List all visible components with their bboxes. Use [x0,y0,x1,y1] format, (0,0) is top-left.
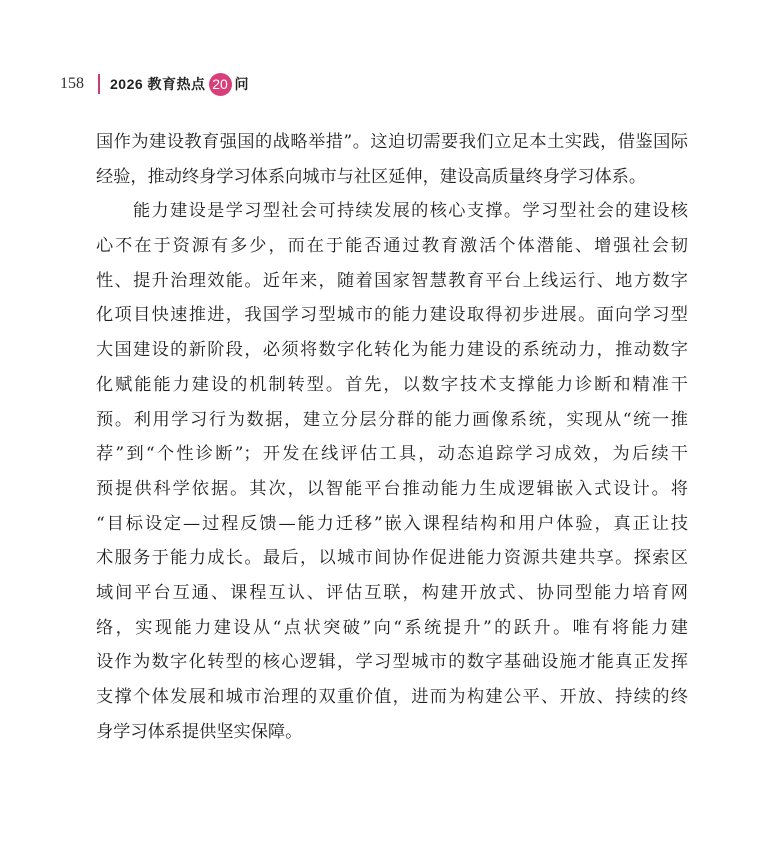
text-line: 能力建设是学习型社会可持续发展的核心支撑。学习型社会的建设核 [133,201,688,222]
text-line: 化项目快速推进，我国学习型城市的能力建设取得初步进展。面向学习型 [96,305,688,326]
text-line: 域间平台互通、课程互认、评估互联，构建开放式、协同型能力培育网 [96,582,688,603]
text-line: 心不在于资源有多少，而在于能否通过教育激活个体潜能、增强社会韧 [96,236,688,257]
book-title-suffix: 问 [234,76,249,92]
text-line: 身学习体系提供坚实保障。 [96,721,303,742]
text-line: 经验，推动终身学习体系向城市与社区延伸，建设高质量终身学习体系。 [96,166,647,187]
book-title: 2026 教育热点 [110,76,206,92]
text-line: 支撑个体发展和城市治理的双重价值，进而为构建公平、开放、持续的终 [96,687,688,707]
running-head [60,72,249,96]
page-number: 158 [60,75,84,92]
text-line: 预。利用学习行为数据，建立分层分群的能力画像系统，实现从“统一推 [96,409,688,430]
text-line: “目标设定—过程反馈—能力迁移”嵌入课程结构和用户体验，真正让技 [96,513,688,534]
text-line: 国作为建设教育强国的战略举措”。这迫切需要我们立足本土实践，借鉴国际 [96,132,688,152]
text-line: 预提供科学依据。其次，以智能平台推动能力生成逻辑嵌入式设计。将 [96,478,688,499]
text-line: 大国建设的新阶段，必须将数字化转化为能力建设的系统动力，推动数字 [96,340,688,361]
header-divider [98,74,100,94]
text-line: 设作为数字化转型的核心逻辑，学习型城市的数字基础设施才能真正发挥 [96,652,688,673]
text-line: 化赋能能力建设的机制转型。首先，以数字技术支撑能力诊断和精准干 [96,374,688,395]
text-line: 术服务于能力成长。最后，以城市间协作促进能力资源共建共享。探索区 [96,548,688,569]
text-line: 络，实现能力建设从“点状突破”向“系统提升”的跃升。唯有将能力建 [96,617,688,638]
text-line: 性、提升治理效能。近年来，随着国家智慧教育平台上线运行、地方数字 [96,270,688,291]
body-text [96,132,688,756]
text-line: 荐”到“个性诊断”；开发在线评估工具，动态追踪学习成效，为后续干 [96,444,688,465]
number-badge: 20 [209,73,232,96]
